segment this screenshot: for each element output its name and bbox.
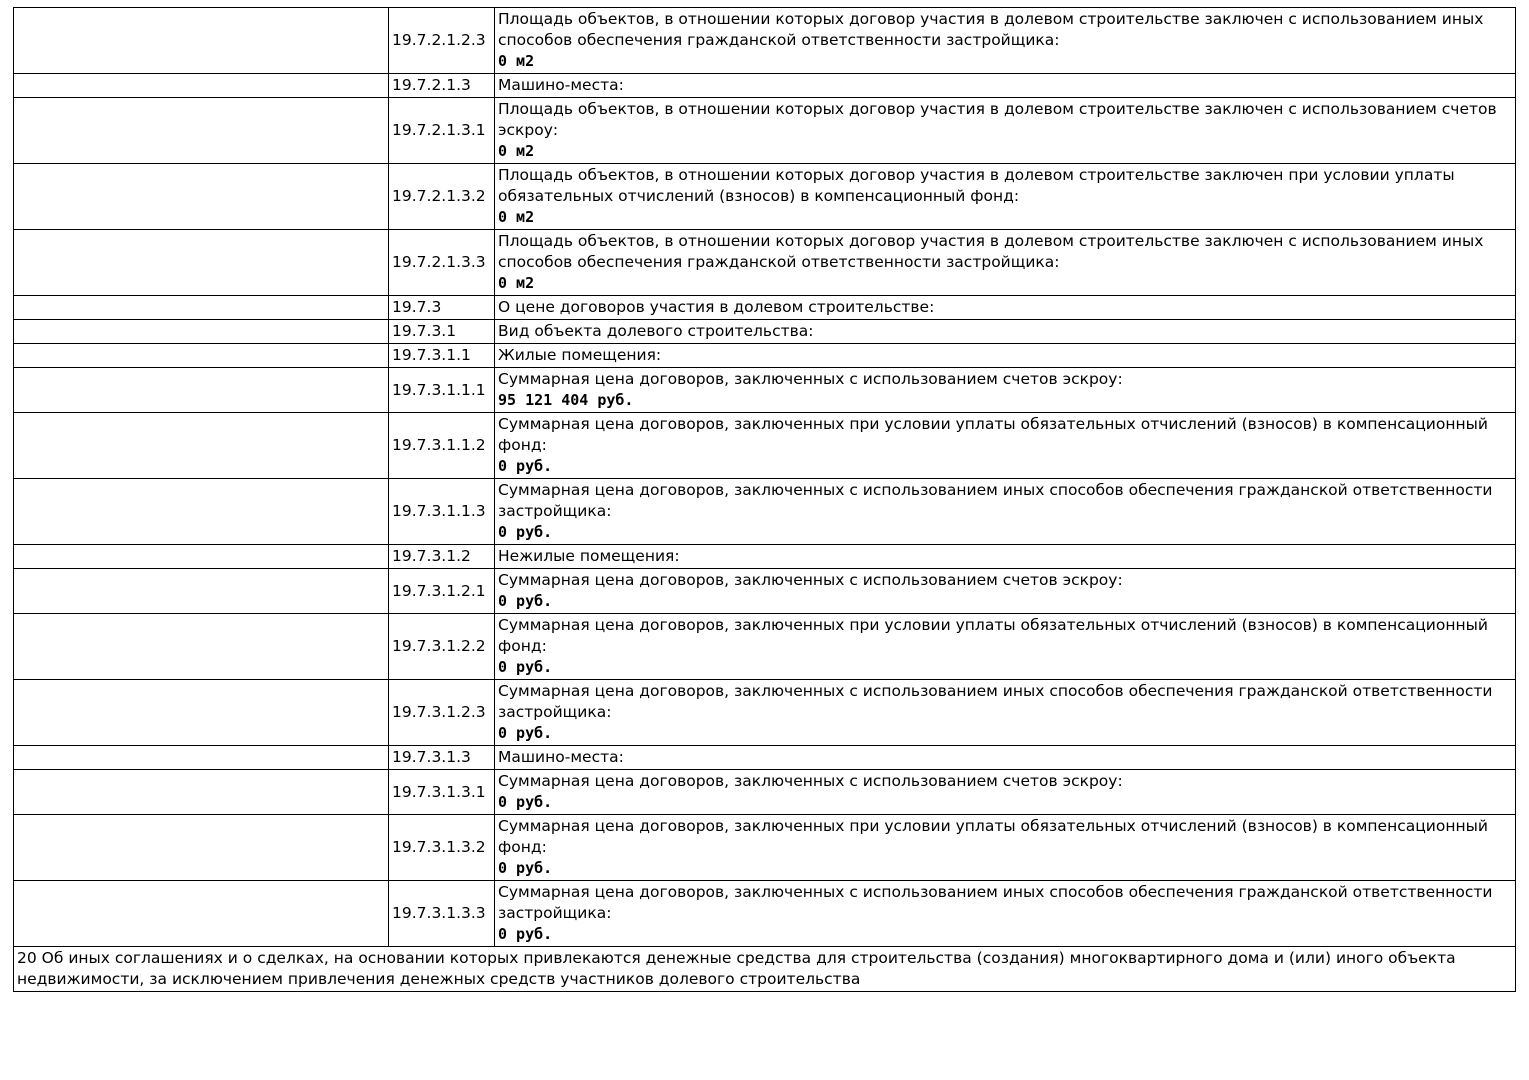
- table-row: [14, 368, 1516, 413]
- row-description-cell: [495, 230, 1516, 296]
- table-row: [14, 164, 1516, 230]
- row-description-cell: [495, 614, 1516, 680]
- row-description-cell: [495, 320, 1516, 344]
- row-code: 19.7.3: [389, 296, 495, 320]
- row-text: Площадь объектов, в отношении которых договор участия в долевом строительстве заключен с использованием иных способов обеспечения гражданской ответственности застройщика:: [498, 10, 1484, 49]
- row-code: 19.7.3.1.2.1: [389, 569, 495, 614]
- row-description-cell: [495, 368, 1516, 413]
- row-value: 0 руб.: [498, 724, 553, 742]
- table-footer: 20 Об иных соглашениях и о сделках, на основании которых привлекаются денежные средства для строительства (создания) многоквартирного дома и (или) иного объекта недвижимости, за исключением привлечения денежных средств участников долевого строительства: [14, 947, 1516, 992]
- row-text: Суммарная цена договоров, заключенных с использованием иных способов обеспечения гражданской ответственности застройщика:: [498, 481, 1493, 520]
- row-description-cell: [495, 74, 1516, 98]
- row-text: Суммарная цена договоров, заключенных с использованием счетов эскроу:: [498, 772, 1123, 790]
- row-empty-cell: [14, 614, 389, 680]
- row-code: 19.7.2.1.3: [389, 74, 495, 98]
- row-value: 0 м2: [498, 274, 535, 292]
- row-text: Суммарная цена договоров, заключенных при условии уплаты обязательных отчислений (взносов) в компенсационный фонд:: [498, 415, 1488, 454]
- row-value: 0 м2: [498, 208, 535, 226]
- row-text: Суммарная цена договоров, заключенных при условии уплаты обязательных отчислений (взносов) в компенсационный фонд:: [498, 817, 1488, 856]
- row-value: 0 руб.: [498, 859, 553, 877]
- row-description-cell: [495, 770, 1516, 815]
- row-code: 19.7.3.1.1.3: [389, 479, 495, 545]
- row-empty-cell: [14, 164, 389, 230]
- row-value: 0 руб.: [498, 925, 553, 943]
- row-text: Площадь объектов, в отношении которых договор участия в долевом строительстве заключен с использованием счетов эскроу:: [498, 100, 1497, 139]
- row-description-cell: [495, 680, 1516, 746]
- table-row: [14, 569, 1516, 614]
- row-text: Вид объекта долевого строительства:: [498, 322, 814, 340]
- row-code: 19.7.3.1: [389, 320, 495, 344]
- row-text: О цене договоров участия в долевом строительстве:: [498, 298, 935, 316]
- table-row: [14, 296, 1516, 320]
- row-code: 19.7.2.1.2.3: [389, 8, 495, 74]
- row-value: 0 м2: [498, 142, 535, 160]
- row-value: 0 руб.: [498, 523, 553, 541]
- row-text: Суммарная цена договоров, заключенных с использованием иных способов обеспечения гражданской ответственности застройщика:: [498, 883, 1493, 922]
- row-code: 19.7.2.1.3.3: [389, 230, 495, 296]
- row-text: Суммарная цена договоров, заключенных с использованием иных способов обеспечения гражданской ответственности застройщика:: [498, 682, 1493, 721]
- row-empty-cell: [14, 746, 389, 770]
- row-description-cell: [495, 545, 1516, 569]
- row-description-cell: [495, 98, 1516, 164]
- row-text: Нежилые помещения:: [498, 547, 680, 565]
- row-empty-cell: [14, 368, 389, 413]
- row-code: 19.7.3.1.3: [389, 746, 495, 770]
- row-code: 19.7.3.1.3.1: [389, 770, 495, 815]
- table-row: [14, 746, 1516, 770]
- row-empty-cell: [14, 770, 389, 815]
- row-description-cell: [495, 746, 1516, 770]
- row-code: 19.7.2.1.3.1: [389, 98, 495, 164]
- row-empty-cell: [14, 74, 389, 98]
- row-value: 0 руб.: [498, 658, 553, 676]
- table-foot: [14, 947, 1516, 992]
- table-row: [14, 680, 1516, 746]
- table-body: [14, 8, 1516, 947]
- table-row: [14, 320, 1516, 344]
- row-empty-cell: [14, 296, 389, 320]
- row-text: Суммарная цена договоров, заключенных с использованием счетов эскроу:: [498, 571, 1123, 589]
- table-row: [14, 545, 1516, 569]
- table-row: [14, 479, 1516, 545]
- row-description-cell: [495, 815, 1516, 881]
- row-code: 19.7.3.1.1.2: [389, 413, 495, 479]
- table-row: [14, 881, 1516, 947]
- row-value: 0 руб.: [498, 793, 553, 811]
- row-description-cell: [495, 881, 1516, 947]
- row-text: Площадь объектов, в отношении которых договор участия в долевом строительстве заключен при условии уплаты обязательных отчислений (взносов) в компенсационный фонд:: [498, 166, 1455, 205]
- row-empty-cell: [14, 881, 389, 947]
- row-code: 19.7.3.1.2: [389, 545, 495, 569]
- row-value: 0 руб.: [498, 592, 553, 610]
- row-empty-cell: [14, 680, 389, 746]
- row-text: Машино-места:: [498, 748, 624, 766]
- row-empty-cell: [14, 569, 389, 614]
- row-value: 95 121 404 руб.: [498, 391, 634, 409]
- row-empty-cell: [14, 545, 389, 569]
- row-empty-cell: [14, 98, 389, 164]
- row-code: 19.7.3.1.3.3: [389, 881, 495, 947]
- row-description-cell: [495, 8, 1516, 74]
- table-row: [14, 98, 1516, 164]
- row-code: 19.7.3.1.2.2: [389, 614, 495, 680]
- row-text: Суммарная цена договоров, заключенных при условии уплаты обязательных отчислений (взносов) в компенсационный фонд:: [498, 616, 1488, 655]
- row-code: 19.7.2.1.3.2: [389, 164, 495, 230]
- row-empty-cell: [14, 8, 389, 74]
- table-row: [14, 413, 1516, 479]
- row-empty-cell: [14, 479, 389, 545]
- row-code: 19.7.3.1.3.2: [389, 815, 495, 881]
- row-value: 0 руб.: [498, 457, 553, 475]
- table-row: [14, 230, 1516, 296]
- row-empty-cell: [14, 344, 389, 368]
- row-empty-cell: [14, 230, 389, 296]
- table-row: [14, 8, 1516, 74]
- row-empty-cell: [14, 413, 389, 479]
- row-text: Суммарная цена договоров, заключенных с использованием счетов эскроу:: [498, 370, 1123, 388]
- row-description-cell: [495, 164, 1516, 230]
- footer-row: [14, 947, 1516, 992]
- row-code: 19.7.3.1.2.3: [389, 680, 495, 746]
- row-text: Машино-места:: [498, 76, 624, 94]
- table-row: [14, 770, 1516, 815]
- row-description-cell: [495, 344, 1516, 368]
- row-description-cell: [495, 479, 1516, 545]
- row-value: 0 м2: [498, 52, 535, 70]
- declaration-table: [13, 7, 1516, 992]
- row-description-cell: [495, 413, 1516, 479]
- row-text: Площадь объектов, в отношении которых договор участия в долевом строительстве заключен с использованием иных способов обеспечения гражданской ответственности застройщика:: [498, 232, 1484, 271]
- row-description-cell: [495, 569, 1516, 614]
- row-code: 19.7.3.1.1: [389, 344, 495, 368]
- row-code: 19.7.3.1.1.1: [389, 368, 495, 413]
- table-row: [14, 614, 1516, 680]
- table-row: [14, 74, 1516, 98]
- table-row: [14, 344, 1516, 368]
- table-row: [14, 815, 1516, 881]
- row-text: Жилые помещения:: [498, 346, 662, 364]
- row-empty-cell: [14, 320, 389, 344]
- row-description-cell: [495, 296, 1516, 320]
- row-empty-cell: [14, 815, 389, 881]
